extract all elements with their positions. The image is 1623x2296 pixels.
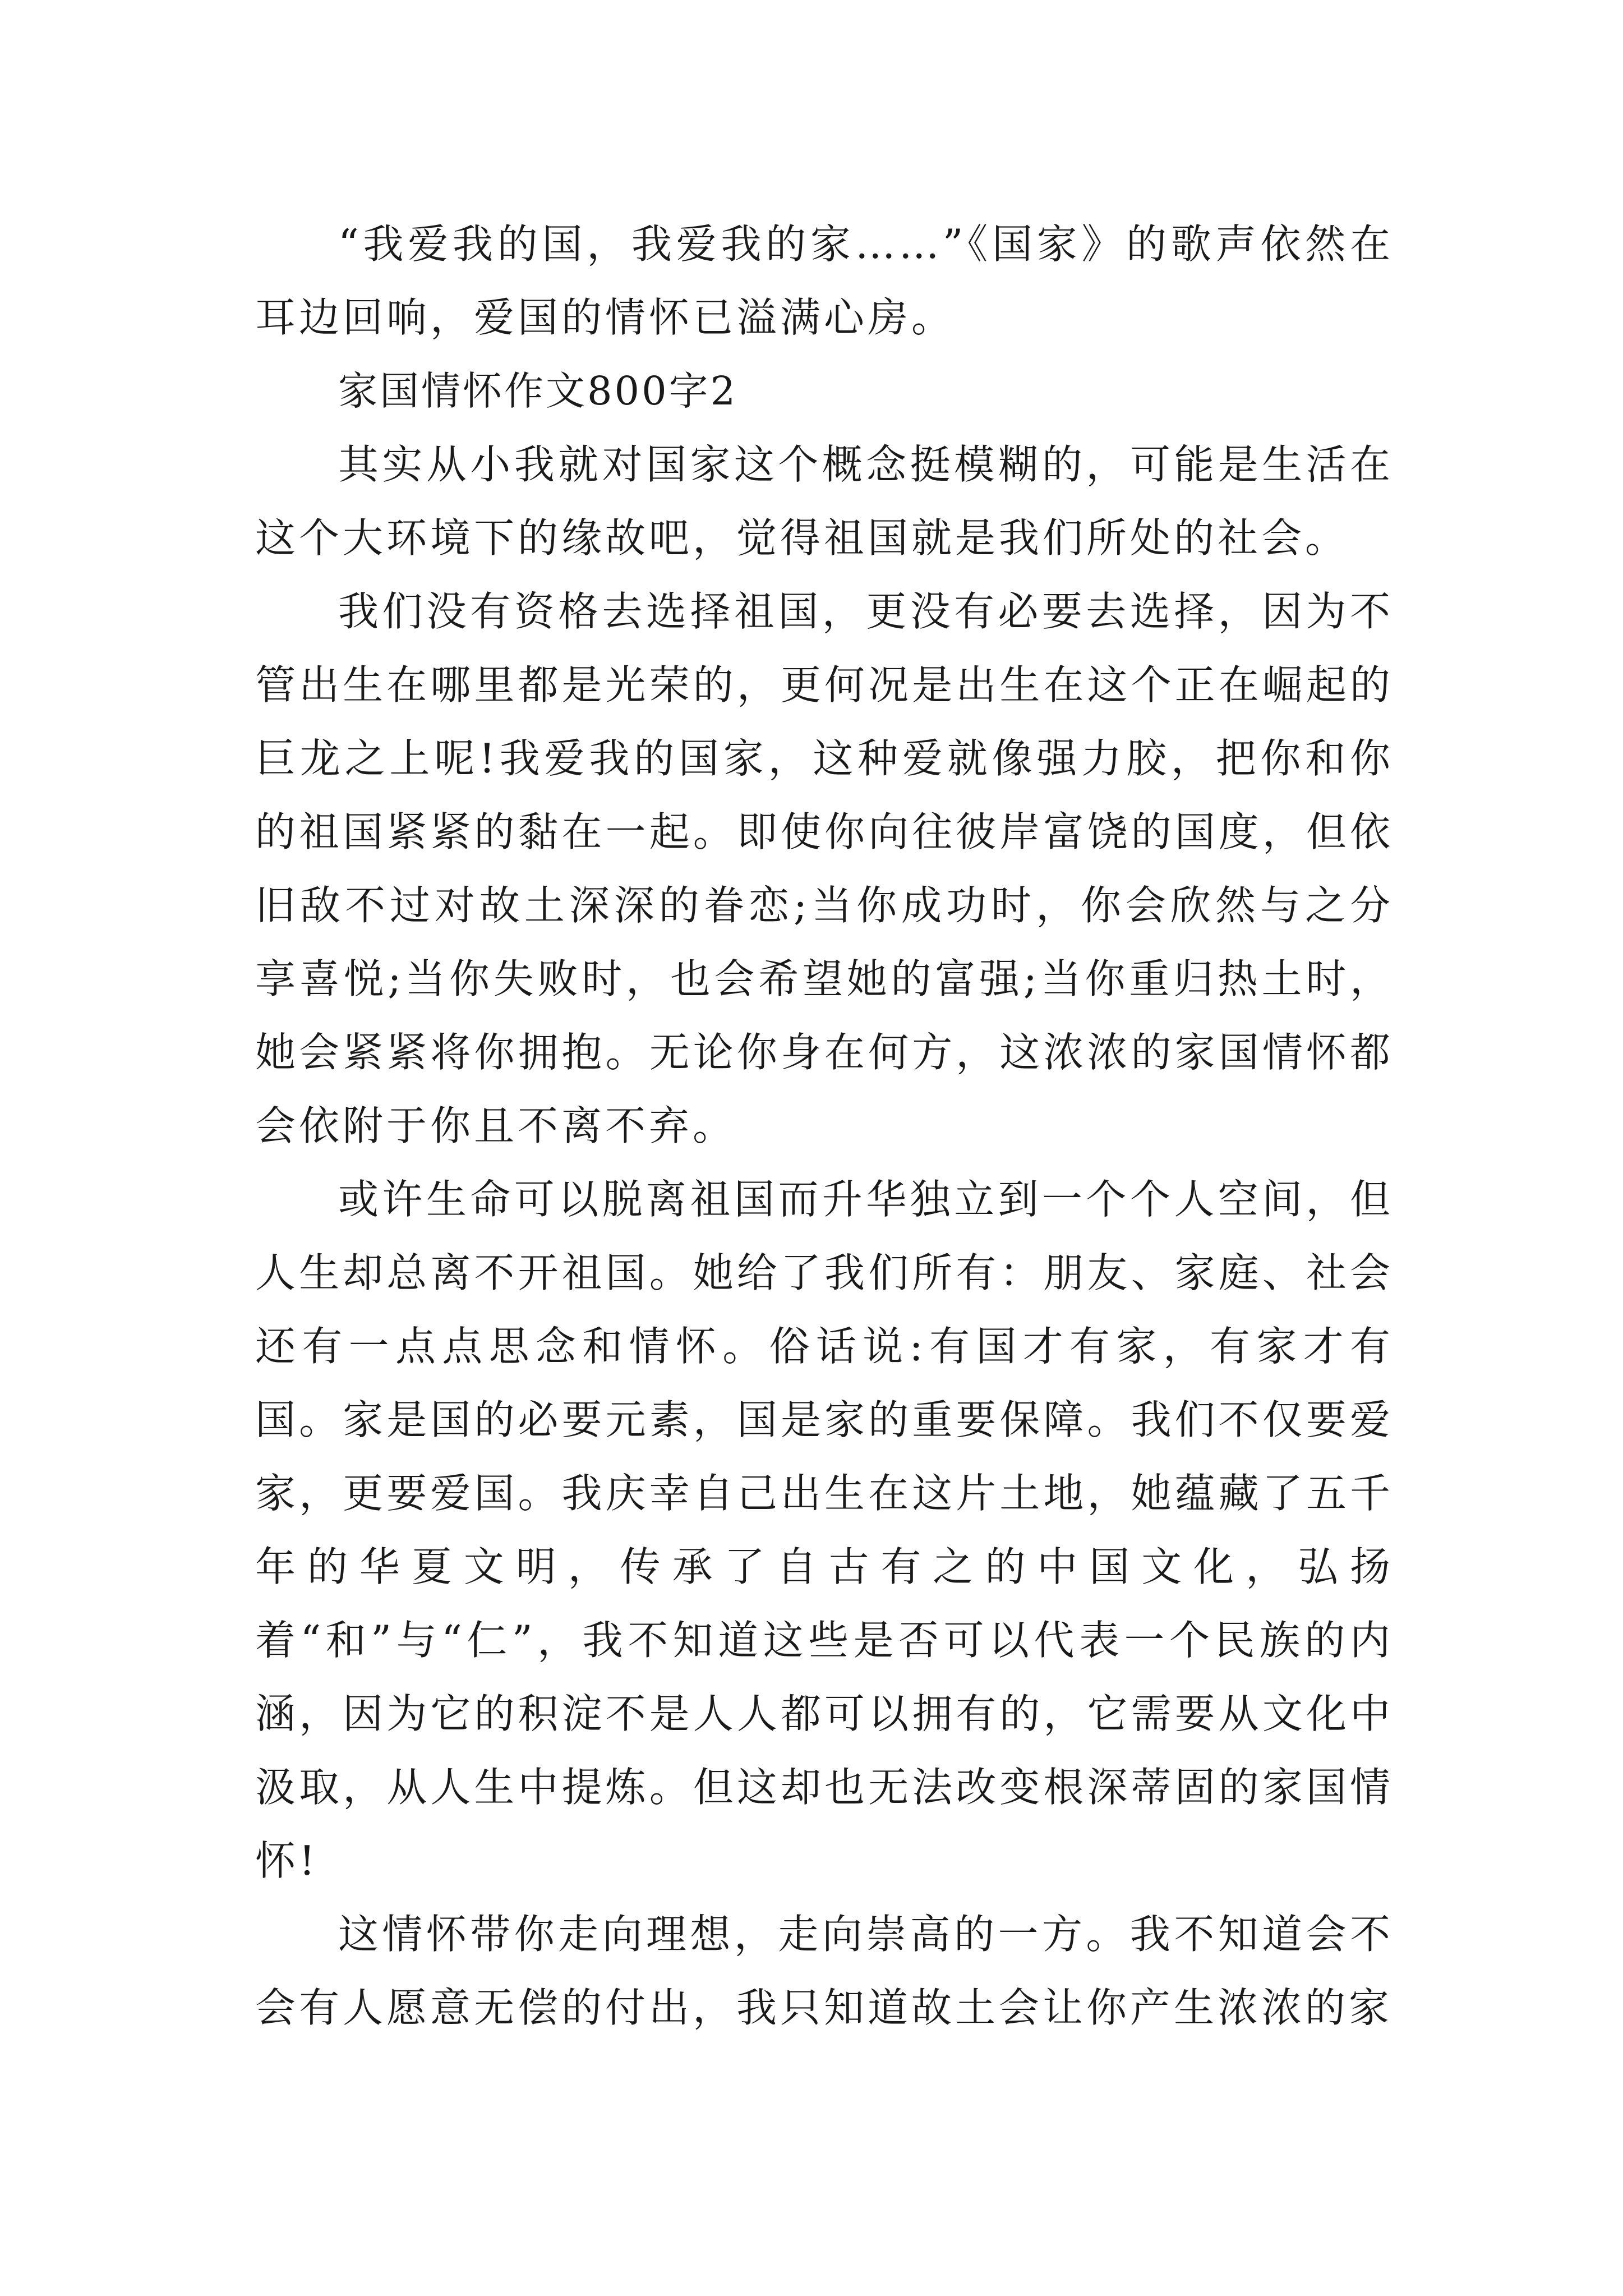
document-body (255, 208, 1394, 2045)
essay-subtitle: 家国情怀作文800字2 (338, 368, 738, 414)
paragraph-concept: 其实从小我就对国家这个概念挺模糊的，可能是生活在这个大环境下的缘故吧，觉得祖国就是我们所处的社会。 (255, 441, 1394, 562)
paragraph-song-quote: “我爱我的国，我爱我的家……”《国家》的歌声依然在耳边回响，爱国的情怀已溢满心房。 (255, 220, 1394, 341)
paragraph-choice: 我们没有资格去选择祖国，更没有必要去选择，因为不管出生在哪里都是光荣的，更何况是出生在这个正在崛起的巨龙之上呢!我爱我的国家，这种爱就像强力胶，把你和你的祖国紧紧的黏在一起。即使你向往彼岸富饶的国度，但依旧敌不过对故土深深的眷恋;当你成功时，你会欣然与之分享喜悦;当你失败时，也会希望她的富强;当你重归热土时，她会紧紧将你拥抱。无论你身在何方，这浓浓的家国情怀都会依附于你且不离不弃。 (255, 588, 1394, 1149)
paragraph-life: 或许生命可以脱离祖国而升华独立到一个个人空间，但人生却总离不开祖国。她给了我们所有：朋友、家庭、社会还有一点点思念和情怀。俗话说:有国才有家，有家才有国。家是国的必要元素，国是家的重要保障。我们不仅要爱家，更要爱国。我庆幸自己出生在这片土地，她蕴藏了五千年的华夏文明，传承了自古有之的中国文化，弘扬着“和”与“仁”，我不知道这些是否可以代表一个民族的内涵，因为它的积淀不是人人都可以拥有的，它需要从文化中汲取，从人生中提炼。但这却也无法改变根深蒂固的家国情怀! (255, 1176, 1394, 1884)
paragraph-ideal: 这情怀带你走向理想，走向崇高的一方。我不知道会不会有人愿意无偿的付出，我只知道故土会让你产生浓浓的家 (255, 1911, 1394, 2031)
